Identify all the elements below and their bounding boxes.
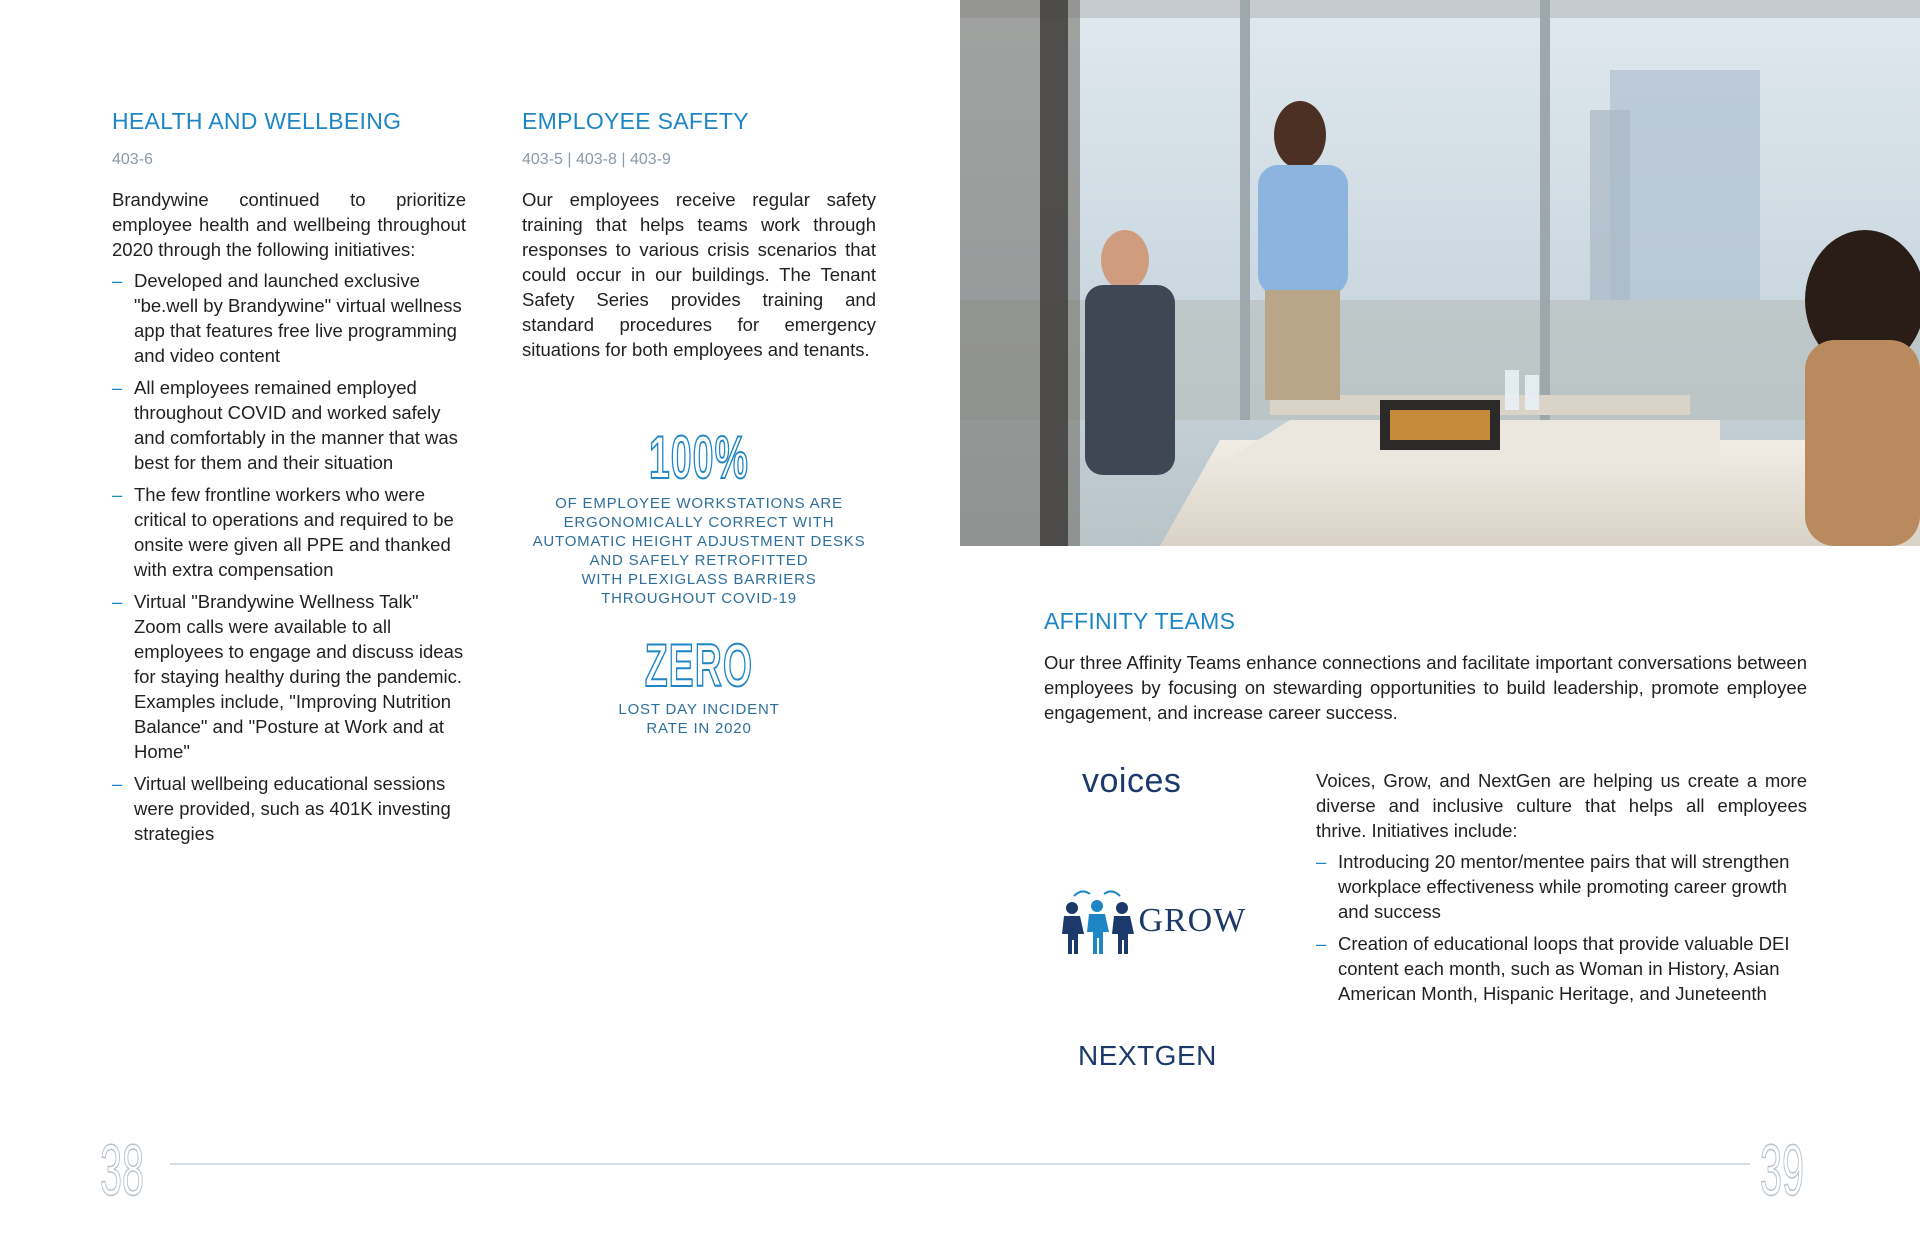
- nextgen-logo-text: NEXTGEN: [1078, 1040, 1217, 1071]
- stat-workstations-value: 100%: [648, 424, 750, 491]
- safety-gri-code: 403-5 | 403-8 | 403-9: [522, 151, 671, 168]
- health-bullet-list: [112, 268, 466, 846]
- stat-lost-day-caption-line: LOST DAY INCIDENT: [618, 701, 780, 718]
- affinity-bullet-2: – Creation of educational loops that provide valuable DEI content each month, such as Woman in History, Asian American Month, Hispanic Heritage, and Juneteenth: [1316, 931, 1807, 1006]
- affinity-initiatives: [1316, 768, 1807, 1013]
- safety-section: [522, 187, 876, 362]
- health-section: [112, 187, 466, 853]
- stat-lost-day: [522, 632, 876, 738]
- stat-workstations-caption-line: AND SAFELY RETROFITTED: [589, 552, 809, 569]
- affinity-bullet-1: – Introducing 20 mentor/mentee pairs that will strengthen workplace effectiveness while promoting career growth and success: [1316, 849, 1807, 924]
- affinity-title: AFFINITY TEAMS: [1044, 608, 1236, 634]
- stat-workstations-caption-line: THROUGHOUT COVID-19: [601, 590, 797, 607]
- grow-people-icon: [1060, 886, 1134, 956]
- health-intro: Brandywine continued to prioritize employee health and wellbeing throughout 2020 through the following initiatives:: [112, 189, 466, 260]
- meeting-photo: [960, 0, 1920, 546]
- stat-workstations-caption-line: AUTOMATIC HEIGHT ADJUSTMENT DESKS: [532, 533, 866, 550]
- affinity-body: Voices, Grow, and NextGen are helping us create a more diverse and inclusive culture that helps all employees thrive. Initiatives include:: [1316, 770, 1807, 841]
- footer-divider: [170, 1163, 1750, 1165]
- voices-logo-text: voices: [1082, 762, 1182, 800]
- stat-workstations-caption: [522, 494, 876, 608]
- health-gri-code: 403-6: [112, 151, 153, 168]
- affinity-intro: Our three Affinity Teams enhance connections and facilitate important conversations between employees by focusing on stewarding opportunities to build leadership, promote employee engagement, and increase career success.: [1044, 652, 1807, 723]
- safety-title: EMPLOYEE SAFETY: [522, 108, 749, 134]
- stat-workstations-caption-line: WITH PLEXIGLASS BARRIERS: [581, 571, 817, 588]
- affinity-intro-block: [1044, 650, 1807, 725]
- safety-body: Our employees receive regular safety training that helps teams work through responses to various crisis scenarios that could occur in our buildings. The Tenant Safety Series provides training and standard procedures for emergency situations for both employees and tenants.: [522, 189, 876, 360]
- health-bullet-4: – Virtual "Brandywine Wellness Talk" Zoom calls were available to all employees to engage and discuss ideas for staying healthy during the pandemic. Examples include, "Improving Nutrition Balance" and "Posture at Work and at Home": [112, 589, 466, 764]
- stat-workstations-caption-line: OF EMPLOYEE WORKSTATIONS ARE: [555, 495, 843, 512]
- health-bullet-1: – Developed and launched exclusive "be.well by Brandywine" virtual wellness app that features free live programming and video content: [112, 268, 466, 368]
- stat-lost-day-value: ZERO: [644, 632, 754, 699]
- health-title: HEALTH AND WELLBEING: [112, 108, 402, 134]
- page-number-right: 39: [1760, 1131, 1805, 1211]
- page-number-left: 38: [100, 1131, 145, 1211]
- grow-logo-text: GROW: [1138, 902, 1247, 939]
- stat-lost-day-caption-line: RATE IN 2020: [646, 720, 752, 737]
- health-bullet-3: – The few frontline workers who were critical to operations and required to be onsite were given all PPE and thanked with extra compensation: [112, 482, 466, 582]
- grow-logo: [1060, 886, 1246, 956]
- health-bullet-2: – All employees remained employed throughout COVID and worked safely and comfortably in the manner that was best for them and their situation: [112, 375, 466, 475]
- stat-workstations-caption-line: ERGONOMICALLY CORRECT WITH: [563, 514, 835, 531]
- voices-logo: [1082, 762, 1181, 801]
- stat-workstations: [522, 424, 876, 608]
- nextgen-logo: [1078, 1040, 1217, 1072]
- stat-lost-day-caption: [522, 700, 876, 738]
- health-bullet-5: – Virtual wellbeing educational sessions were provided, such as 401K investing strategies: [112, 771, 466, 846]
- affinity-bullet-list: [1316, 849, 1807, 1006]
